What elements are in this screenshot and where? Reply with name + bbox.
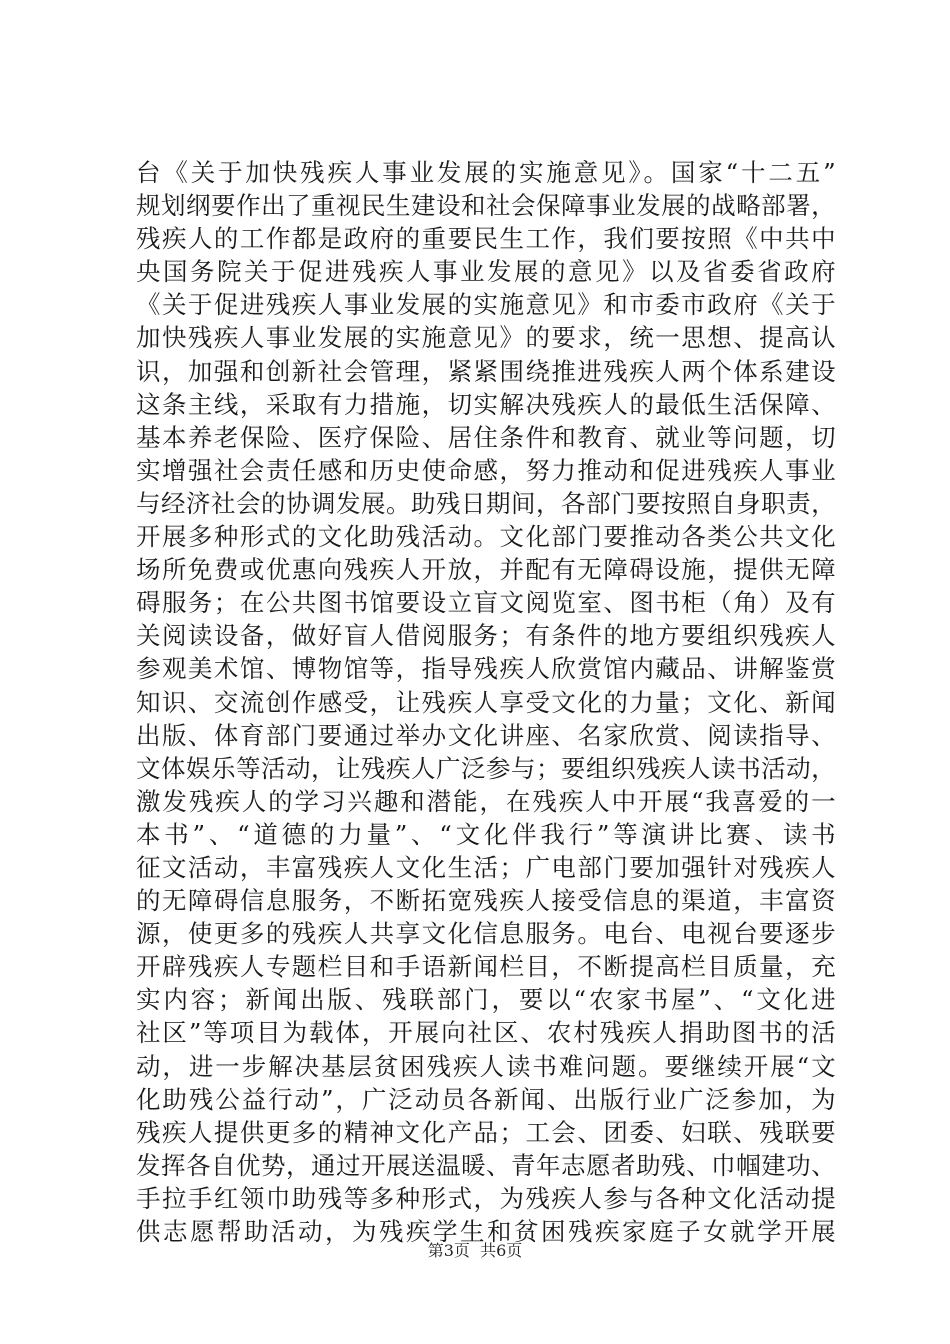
text-line: 台《关于加快残疾人事业发展的实施意见》。国家“十二五”: [136, 158, 836, 187]
text-line: 实增强社会责任感和历史使命感，努力推动和促进残疾人事业: [136, 455, 836, 485]
text-line: 出版、体育部门要通过举办文化讲座、名家欣赏、阅读指导、: [136, 720, 836, 750]
text-line: 这条主线，采取有力措施，切实解决残疾人的最低生活保障、: [136, 389, 836, 419]
text-line: 加快残疾人事业发展的实施意见》的要求，统一思想、提高认: [136, 323, 836, 353]
text-line: 的无障碍信息服务，不断拓宽残疾人接受信息的渠道，丰富资: [136, 886, 836, 916]
text-line: 识，加强和创新社会管理，紧紧围绕推进残疾人两个体系建设: [136, 356, 836, 386]
text-line: 场所免费或优惠向残疾人开放，并配有无障碍设施，提供无障: [136, 555, 836, 585]
text-line: 本书”、“道德的力量”、“文化伴我行”等演讲比赛、读书: [136, 819, 836, 849]
text-line: 激发残疾人的学习兴趣和潜能，在残疾人中开展“我喜爱的一: [136, 786, 836, 816]
text-line: 化助残公益行动”，广泛动员各新闻、出版行业广泛参加，为: [136, 1084, 836, 1114]
body-text: [136, 156, 836, 1248]
page-footer: 第3页 共6页: [427, 1241, 523, 1260]
text-line: 规划纲要作出了重视民生建设和社会保障事业发展的战略部署，: [136, 191, 836, 221]
text-line: 手拉手红领巾助残等多种形式，为残疾人参与各种文化活动提: [136, 1183, 836, 1213]
text-line: 文体娱乐等活动，让残疾人广泛参与；要组织残疾人读书活动，: [136, 753, 836, 783]
text-line: 开展多种形式的文化助残活动。文化部门要推动各类公共文化: [136, 522, 836, 552]
text-line: 源，使更多的残疾人共享文化信息服务。电台、电视台要逐步: [136, 919, 836, 949]
text-line: 供志愿帮助活动，为残疾学生和贫困残疾家庭子女就学开展: [136, 1217, 836, 1246]
text-line: 央国务院关于促进残疾人事业发展的意见》以及省委省政府: [136, 257, 836, 287]
text-line: 《关于促进残疾人事业发展的实施意见》和市委市政府《关于: [136, 290, 836, 320]
text-line: 征文活动，丰富残疾人文化生活；广电部门要加强针对残疾人: [136, 852, 836, 882]
text-line: 动，进一步解决基层贫困残疾人读书难问题。要继续开展“文: [136, 1051, 836, 1081]
text-line: 残疾人提供更多的精神文化产品；工会、团委、妇联、残联要: [136, 1117, 836, 1147]
text-line: 实内容；新闻出版、残联部门，要以“农家书屋”、“文化进: [136, 985, 836, 1015]
text-line: 碍服务；在公共图书馆要设立盲文阅览室、图书柜（角）及有: [136, 588, 836, 618]
text-line: 关阅读设备，做好盲人借阅服务；有条件的地方要组织残疾人: [136, 621, 836, 651]
text-line: 开辟残疾人专题栏目和手语新闻栏目，不断提高栏目质量，充: [136, 952, 836, 982]
text-line: 与经济社会的协调发展。助残日期间，各部门要按照自身职责，: [136, 488, 836, 518]
text-line: 发挥各自优势，通过开展送温暖、青年志愿者助残、巾帼建功、: [136, 1150, 836, 1180]
text-line: 残疾人的工作都是政府的重要民生工作，我们要按照《中共中: [136, 224, 836, 254]
text-line: 知识、交流创作感受，让残疾人享受文化的力量；文化、新闻: [136, 687, 836, 717]
text-line: 基本养老保险、医疗保险、居住条件和教育、就业等问题，切: [136, 422, 836, 452]
text-line: 社区”等项目为载体，开展向社区、农村残疾人捐助图书的活: [136, 1018, 836, 1048]
text-line: 参观美术馆、博物馆等，指导残疾人欣赏馆内藏品、讲解鉴赏: [136, 654, 836, 684]
